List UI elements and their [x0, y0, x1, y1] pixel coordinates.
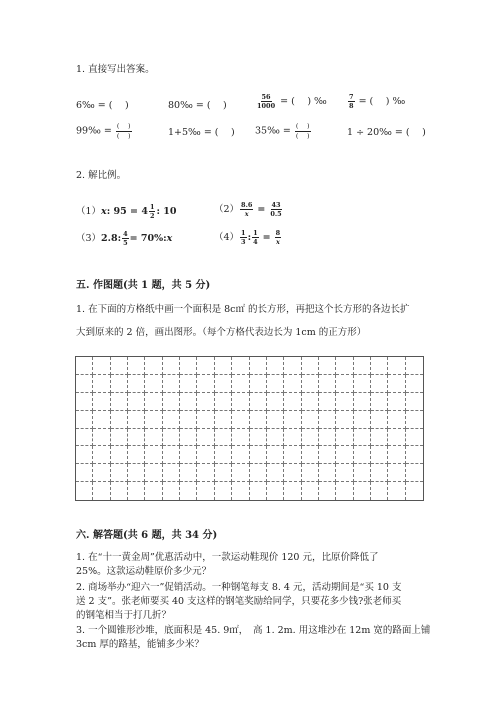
- grid-cell: [388, 393, 405, 411]
- grid-cell: [197, 464, 214, 482]
- grid-cell: [180, 482, 197, 500]
- fraction-denominator: 4: [253, 238, 258, 246]
- grid-cell: [215, 429, 232, 447]
- grid-cell: [388, 482, 405, 500]
- fraction-denominator: 2: [149, 212, 155, 220]
- grid-cell: [406, 375, 423, 393]
- grid-cell: [354, 411, 371, 429]
- grid-cell: [145, 464, 162, 482]
- grid-cell: [354, 464, 371, 482]
- grid-cell: [111, 464, 128, 482]
- grid-cell: [232, 375, 249, 393]
- grid-cell: [371, 446, 388, 464]
- variable-x: x: [166, 233, 173, 244]
- grid-cell: [93, 357, 110, 375]
- fraction-denominator: ( ): [116, 131, 131, 140]
- grid-cell: [197, 357, 214, 375]
- grid-cell: [163, 446, 180, 464]
- q2-p1-end: : 10: [156, 206, 177, 217]
- grid-cell: [76, 464, 93, 482]
- grid-cell: [388, 411, 405, 429]
- fraction-numerator: 8: [275, 228, 281, 237]
- grid-cell: [354, 357, 371, 375]
- grid-cell: [267, 464, 284, 482]
- grid-cell: [215, 446, 232, 464]
- grid-cell: [388, 429, 405, 447]
- grid-cell: [128, 357, 145, 375]
- grid-cell: [336, 482, 353, 500]
- q1-item-6: 1+5‰ = ( ): [168, 127, 235, 138]
- section-5-heading: 五. 作图题(共 1 题，共 5 分): [76, 280, 211, 291]
- grid-cell: [406, 429, 423, 447]
- fraction-numerator: 1: [149, 202, 155, 211]
- grid-cell: [284, 464, 301, 482]
- grid-cell: [180, 446, 197, 464]
- s6-line: 3. 一个圆锥形沙堆，底面积是 45. 9㎡， 高 1. 2m. 用这堆沙在 12m 宽的路面上铺: [76, 625, 431, 636]
- q1-item-7: [255, 123, 312, 139]
- grid-cell: [406, 357, 423, 375]
- fraction-denominator: ( ): [295, 131, 310, 140]
- fraction-numerator: 1: [253, 228, 258, 237]
- q2-problem-1: [76, 203, 177, 220]
- q2-p4-sep: :: [247, 232, 252, 243]
- grid-cell: [111, 393, 128, 411]
- fraction-numerator: 56: [261, 92, 271, 101]
- grid-cell: [388, 464, 405, 482]
- grid-cell: [406, 393, 423, 411]
- fraction-denominator: x: [244, 210, 249, 218]
- grid-cell: [302, 411, 319, 429]
- grid-cell: [267, 357, 284, 375]
- q2-title: 2. 解比例。: [76, 170, 127, 181]
- q2-label-3: （3）: [76, 233, 102, 244]
- grid-cell: [111, 411, 128, 429]
- grid-cell: [93, 464, 110, 482]
- grid-cell: [128, 464, 145, 482]
- grid-cell: [371, 482, 388, 500]
- grid-cell: [232, 446, 249, 464]
- grid-cell: [145, 482, 162, 500]
- grid-cell: [371, 429, 388, 447]
- q1-item-8: 1 ÷ 20‰ = ( ): [347, 127, 426, 138]
- grid-cell: [284, 429, 301, 447]
- grid-cell: [319, 375, 336, 393]
- grid-cell: [163, 464, 180, 482]
- grid-cell: [319, 482, 336, 500]
- grid-cell: [76, 393, 93, 411]
- grid-cell: [284, 482, 301, 500]
- grid-cell: [284, 357, 301, 375]
- grid-cell: [302, 357, 319, 375]
- grid-cell: [250, 393, 267, 411]
- grid-cell: [111, 429, 128, 447]
- grid-cell: [215, 464, 232, 482]
- grid-cell: [267, 375, 284, 393]
- grid-cell: [163, 429, 180, 447]
- q2-p4-eq: =: [262, 232, 271, 243]
- grid-cell: [371, 464, 388, 482]
- grid-cell: [284, 393, 301, 411]
- fraction-numerator: 7: [349, 92, 354, 101]
- q1-item-5-pre: 99‰ =: [76, 125, 112, 137]
- grid-cell: [284, 446, 301, 464]
- grid-cell: [76, 411, 93, 429]
- q1-item-4-rest: = ( ) ‰: [358, 96, 406, 107]
- grid-cell: [302, 482, 319, 500]
- grid-cell: [388, 357, 405, 375]
- grid-cell: [93, 446, 110, 464]
- grid-cell: [371, 411, 388, 429]
- grid-cell: [180, 375, 197, 393]
- q1-item-1: 6‰ = ( ): [76, 100, 129, 111]
- grid-cell: [197, 375, 214, 393]
- grid-cell: [197, 482, 214, 500]
- grid-cell: [267, 446, 284, 464]
- grid: [75, 356, 424, 501]
- grid-cell: [371, 375, 388, 393]
- grid-cell: [215, 393, 232, 411]
- grid-cell: [319, 357, 336, 375]
- q1-item-4: [347, 93, 405, 110]
- s6-line: 的钢笔相当于打几折？: [76, 610, 172, 621]
- grid-cell: [354, 446, 371, 464]
- s5-question-line-2: 大到原来的 2 倍，画出图形。（每个方格代表边长为 1cm 的正方形）: [76, 327, 367, 338]
- grid-cell: [128, 375, 145, 393]
- grid-cell: [197, 429, 214, 447]
- grid-cell: [267, 393, 284, 411]
- fraction-numerator: 43: [271, 200, 281, 209]
- grid-cell: [354, 482, 371, 500]
- grid-cell: [111, 446, 128, 464]
- grid-cell: [336, 393, 353, 411]
- s6-line: 1. 在“十一黄金周”优惠活动中，一款运动鞋现价 120 元，比原价降低了: [76, 552, 379, 563]
- grid-cell: [371, 393, 388, 411]
- grid-cell: [163, 393, 180, 411]
- grid-paper: [75, 356, 424, 501]
- fraction-denominator: 8: [349, 102, 354, 110]
- grid-cell: [111, 375, 128, 393]
- grid-cell: [76, 357, 93, 375]
- grid-cell: [145, 357, 162, 375]
- section-6-heading: 六. 解答题(共 6 题，共 34 分): [76, 530, 218, 541]
- grid-cell: [302, 446, 319, 464]
- grid-cell: [250, 411, 267, 429]
- grid-cell: [354, 429, 371, 447]
- grid-cell: [197, 446, 214, 464]
- s6-line: 25%。这款运动鞋原价多少元？: [76, 566, 212, 577]
- fraction-denominator: 5: [123, 239, 128, 247]
- fraction-denominator: 1000: [257, 102, 276, 110]
- grid-cell: [128, 446, 145, 464]
- q2-problem-3: [76, 230, 172, 247]
- variable-x: x: [101, 206, 107, 217]
- q2-p3-pre: 2.8:: [101, 233, 122, 244]
- grid-cell: [250, 357, 267, 375]
- q2-p1-mid: : 95 = 4: [106, 206, 148, 217]
- grid-cell: [371, 357, 388, 375]
- grid-cell: [111, 482, 128, 500]
- grid-cell: [197, 393, 214, 411]
- grid-cell: [250, 482, 267, 500]
- grid-cell: [302, 393, 319, 411]
- grid-cell: [250, 429, 267, 447]
- grid-cell: [111, 357, 128, 375]
- grid-cell: [336, 429, 353, 447]
- grid-cell: [302, 429, 319, 447]
- grid-cell: [145, 446, 162, 464]
- grid-cell: [406, 411, 423, 429]
- grid-cell: [250, 464, 267, 482]
- grid-cell: [232, 429, 249, 447]
- grid-cell: [76, 446, 93, 464]
- grid-cell: [180, 429, 197, 447]
- grid-cell: [180, 411, 197, 429]
- q2-problem-4: [214, 229, 282, 246]
- q2-p2-eq: =: [257, 204, 266, 215]
- grid-cell: [76, 429, 93, 447]
- grid-cell: [128, 411, 145, 429]
- grid-cell: [180, 393, 197, 411]
- q2-label-2: （2）: [214, 204, 240, 215]
- fraction-denominator: 3: [241, 238, 246, 246]
- fraction-numerator: 1: [241, 228, 246, 237]
- grid-cell: [128, 482, 145, 500]
- grid-cell: [336, 357, 353, 375]
- grid-cell: [354, 393, 371, 411]
- fraction-denominator: 0.5: [270, 210, 282, 218]
- grid-cell: [336, 375, 353, 393]
- s6-line: 送 2 支”。张老师要买 40 支这样的钢笔奖励给同学，只要花多少钱?张老师买: [76, 596, 402, 607]
- grid-cell: [93, 482, 110, 500]
- grid-cell: [336, 411, 353, 429]
- grid-cell: [232, 482, 249, 500]
- grid-cell: [388, 446, 405, 464]
- grid-cell: [284, 375, 301, 393]
- grid-cell: [232, 411, 249, 429]
- grid-cell: [267, 482, 284, 500]
- grid-cell: [250, 446, 267, 464]
- grid-cell: [406, 446, 423, 464]
- grid-cell: [128, 393, 145, 411]
- grid-cell: [128, 429, 145, 447]
- grid-cell: [93, 393, 110, 411]
- grid-cell: [163, 411, 180, 429]
- fraction-numerator: ( ): [116, 122, 131, 130]
- fraction-denominator: x: [275, 238, 280, 246]
- grid-cell: [180, 357, 197, 375]
- grid-cell: [215, 375, 232, 393]
- s5-question-line-1: 1. 在下面的方格纸中画一个面积是 8c㎡ 的长方形，再把这个长方形的各边长扩: [76, 304, 410, 315]
- grid-cell: [319, 429, 336, 447]
- grid-cell: [354, 375, 371, 393]
- grid-cell: [145, 393, 162, 411]
- q2-label-1: （1）: [76, 206, 102, 217]
- grid-cell: [319, 411, 336, 429]
- grid-cell: [267, 429, 284, 447]
- grid-cell: [76, 482, 93, 500]
- grid-cell: [319, 393, 336, 411]
- fraction-numerator: ( ): [295, 122, 310, 130]
- q1-item-3-rest: = ( ) ‰: [280, 96, 327, 107]
- q2-problem-2: [214, 201, 284, 218]
- grid-cell: [93, 429, 110, 447]
- fraction-numerator: 4: [123, 229, 128, 238]
- grid-cell: [250, 375, 267, 393]
- grid-cell: [215, 357, 232, 375]
- grid-cell: [336, 446, 353, 464]
- grid-cell: [180, 464, 197, 482]
- grid-cell: [319, 464, 336, 482]
- grid-cell: [197, 411, 214, 429]
- fraction-numerator: 8.6: [241, 200, 253, 209]
- grid-cell: [406, 482, 423, 500]
- grid-cell: [93, 411, 110, 429]
- q1-item-3: [255, 93, 327, 110]
- grid-cell: [76, 375, 93, 393]
- grid-cell: [145, 429, 162, 447]
- grid-cell: [232, 393, 249, 411]
- grid-cell: [302, 375, 319, 393]
- grid-cell: [163, 375, 180, 393]
- q1-item-2: 80‰ = ( ): [168, 100, 227, 111]
- s6-line: 2. 商场举办“迎六一”促销活动。一种钢笔每支 8. 4 元，活动期间是“买 10 支: [76, 582, 402, 593]
- grid-cell: [319, 446, 336, 464]
- grid-cell: [232, 357, 249, 375]
- q1-title: 1. 直接写出答案。: [76, 64, 155, 75]
- grid-cell: [406, 464, 423, 482]
- q2-label-4: （4）: [214, 232, 240, 243]
- s6-line: 3cm 厚的路基，能铺多少米？: [76, 639, 204, 650]
- q1-item-7-pre: 35‰ =: [255, 125, 291, 137]
- grid-cell: [215, 482, 232, 500]
- grid-cell: [145, 411, 162, 429]
- grid-cell: [163, 482, 180, 500]
- grid-cell: [163, 357, 180, 375]
- q2-p3-mid: = 70%:: [129, 233, 167, 244]
- q1-item-5: [76, 123, 133, 139]
- grid-cell: [336, 464, 353, 482]
- grid-cell: [145, 375, 162, 393]
- grid-cell: [215, 411, 232, 429]
- grid-cell: [232, 464, 249, 482]
- grid-cell: [93, 375, 110, 393]
- grid-cell: [302, 464, 319, 482]
- grid-cell: [284, 411, 301, 429]
- grid-cell: [388, 375, 405, 393]
- grid-cell: [267, 411, 284, 429]
